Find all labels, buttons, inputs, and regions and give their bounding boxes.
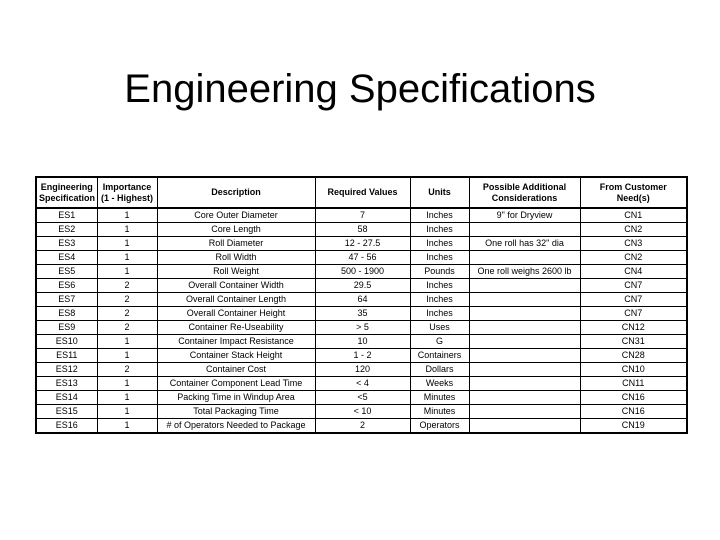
table-row	[36, 265, 687, 279]
cell-units: Inches	[410, 293, 469, 307]
cell-considerations	[469, 335, 580, 349]
cell-importance: 1	[97, 237, 157, 251]
cell-spec-id: ES4	[36, 251, 97, 265]
cell-description: Roll Weight	[157, 265, 315, 279]
cell-importance: 2	[97, 363, 157, 377]
cell-customer-need: CN19	[580, 419, 687, 434]
cell-considerations	[469, 279, 580, 293]
cell-considerations	[469, 377, 580, 391]
cell-customer-need: CN3	[580, 237, 687, 251]
cell-required-value: 1 - 2	[315, 349, 410, 363]
header-customer-needs: From Customer Need(s)	[580, 177, 687, 208]
cell-customer-need: CN11	[580, 377, 687, 391]
cell-required-value: 35	[315, 307, 410, 321]
table-row	[36, 349, 687, 363]
table-row	[36, 405, 687, 419]
header-units: Units	[410, 177, 469, 208]
cell-description: Container Cost	[157, 363, 315, 377]
cell-required-value: 2	[315, 419, 410, 434]
cell-spec-id: ES2	[36, 223, 97, 237]
cell-description: Total Packaging Time	[157, 405, 315, 419]
cell-considerations: One roll weighs 2600 lb	[469, 265, 580, 279]
cell-spec-id: ES13	[36, 377, 97, 391]
table-row	[36, 419, 687, 434]
cell-required-value: 10	[315, 335, 410, 349]
cell-importance: 2	[97, 307, 157, 321]
header-importance: Importance (1 - Highest)	[97, 177, 157, 208]
cell-description: Container Impact Resistance	[157, 335, 315, 349]
cell-units: Inches	[410, 307, 469, 321]
cell-customer-need: CN16	[580, 391, 687, 405]
cell-units: Pounds	[410, 265, 469, 279]
cell-spec-id: ES7	[36, 293, 97, 307]
table-row	[36, 208, 687, 223]
table-row	[36, 377, 687, 391]
cell-spec-id: ES8	[36, 307, 97, 321]
cell-importance: 1	[97, 251, 157, 265]
cell-description: Overall Container Width	[157, 279, 315, 293]
cell-considerations: One roll has 32" dia	[469, 237, 580, 251]
header-required-values: Required Values	[315, 177, 410, 208]
cell-required-value: 120	[315, 363, 410, 377]
cell-customer-need: CN16	[580, 405, 687, 419]
cell-spec-id: ES1	[36, 208, 97, 223]
cell-considerations	[469, 307, 580, 321]
cell-units: Operators	[410, 419, 469, 434]
cell-required-value: <5	[315, 391, 410, 405]
cell-importance: 1	[97, 377, 157, 391]
cell-considerations: 9" for Dryview	[469, 208, 580, 223]
cell-units: Minutes	[410, 391, 469, 405]
header-description: Description	[157, 177, 315, 208]
cell-importance: 1	[97, 419, 157, 434]
cell-considerations	[469, 349, 580, 363]
cell-considerations	[469, 251, 580, 265]
cell-spec-id: ES6	[36, 279, 97, 293]
table-row	[36, 307, 687, 321]
cell-description: Container Re-Useability	[157, 321, 315, 335]
cell-description: Container Stack Height	[157, 349, 315, 363]
cell-description: Core Length	[157, 223, 315, 237]
cell-units: Inches	[410, 237, 469, 251]
cell-spec-id: ES9	[36, 321, 97, 335]
cell-spec-id: ES12	[36, 363, 97, 377]
cell-customer-need: CN2	[580, 251, 687, 265]
cell-required-value: 29.5	[315, 279, 410, 293]
cell-importance: 1	[97, 349, 157, 363]
cell-units: Minutes	[410, 405, 469, 419]
cell-required-value: 58	[315, 223, 410, 237]
cell-importance: 1	[97, 391, 157, 405]
cell-required-value: 47 - 56	[315, 251, 410, 265]
table-row	[36, 237, 687, 251]
cell-required-value: < 10	[315, 405, 410, 419]
cell-spec-id: ES16	[36, 419, 97, 434]
header-engineering-specification: Engineering Specification	[36, 177, 97, 208]
table-row	[36, 391, 687, 405]
cell-customer-need: CN7	[580, 279, 687, 293]
cell-required-value: 64	[315, 293, 410, 307]
cell-required-value: > 5	[315, 321, 410, 335]
cell-importance: 2	[97, 279, 157, 293]
cell-importance: 1	[97, 405, 157, 419]
cell-considerations	[469, 391, 580, 405]
cell-units: Inches	[410, 208, 469, 223]
cell-description: Overall Container Length	[157, 293, 315, 307]
cell-description: Overall Container Height	[157, 307, 315, 321]
cell-units: Dollars	[410, 363, 469, 377]
cell-units: Containers	[410, 349, 469, 363]
cell-units: Inches	[410, 251, 469, 265]
cell-importance: 1	[97, 208, 157, 223]
cell-customer-need: CN4	[580, 265, 687, 279]
cell-description: Roll Width	[157, 251, 315, 265]
cell-required-value: 7	[315, 208, 410, 223]
cell-customer-need: CN28	[580, 349, 687, 363]
cell-customer-need: CN31	[580, 335, 687, 349]
cell-description: Roll Diameter	[157, 237, 315, 251]
cell-description: Container Component Lead Time	[157, 377, 315, 391]
cell-importance: 1	[97, 223, 157, 237]
cell-customer-need: CN12	[580, 321, 687, 335]
cell-spec-id: ES10	[36, 335, 97, 349]
cell-considerations	[469, 419, 580, 434]
cell-units: G	[410, 335, 469, 349]
cell-importance: 1	[97, 335, 157, 349]
cell-importance: 2	[97, 321, 157, 335]
table-row	[36, 251, 687, 265]
cell-required-value: < 4	[315, 377, 410, 391]
table-row	[36, 279, 687, 293]
cell-considerations	[469, 293, 580, 307]
cell-required-value: 500 - 1900	[315, 265, 410, 279]
cell-required-value: 12 - 27.5	[315, 237, 410, 251]
cell-spec-id: ES11	[36, 349, 97, 363]
cell-description: Core Outer Diameter	[157, 208, 315, 223]
cell-description: Packing Time in Windup Area	[157, 391, 315, 405]
cell-considerations	[469, 223, 580, 237]
cell-considerations	[469, 363, 580, 377]
cell-spec-id: ES15	[36, 405, 97, 419]
cell-units: Uses	[410, 321, 469, 335]
table-row	[36, 363, 687, 377]
cell-importance: 1	[97, 265, 157, 279]
table-row	[36, 293, 687, 307]
table-row	[36, 335, 687, 349]
header-additional-considerations: Possible Additional Considerations	[469, 177, 580, 208]
cell-customer-need: CN2	[580, 223, 687, 237]
specifications-table	[35, 176, 688, 434]
header-row	[36, 177, 687, 208]
cell-customer-need: CN1	[580, 208, 687, 223]
cell-considerations	[469, 405, 580, 419]
cell-units: Inches	[410, 223, 469, 237]
cell-units: Weeks	[410, 377, 469, 391]
cell-spec-id: ES14	[36, 391, 97, 405]
cell-customer-need: CN7	[580, 293, 687, 307]
cell-customer-need: CN7	[580, 307, 687, 321]
slide-title: Engineering Specifications	[124, 66, 596, 111]
cell-spec-id: ES3	[36, 237, 97, 251]
cell-spec-id: ES5	[36, 265, 97, 279]
table-row	[36, 321, 687, 335]
table-body	[36, 208, 687, 433]
cell-description: # of Operators Needed to Package	[157, 419, 315, 434]
cell-units: Inches	[410, 279, 469, 293]
cell-customer-need: CN10	[580, 363, 687, 377]
cell-importance: 2	[97, 293, 157, 307]
cell-considerations	[469, 321, 580, 335]
table-row	[36, 223, 687, 237]
